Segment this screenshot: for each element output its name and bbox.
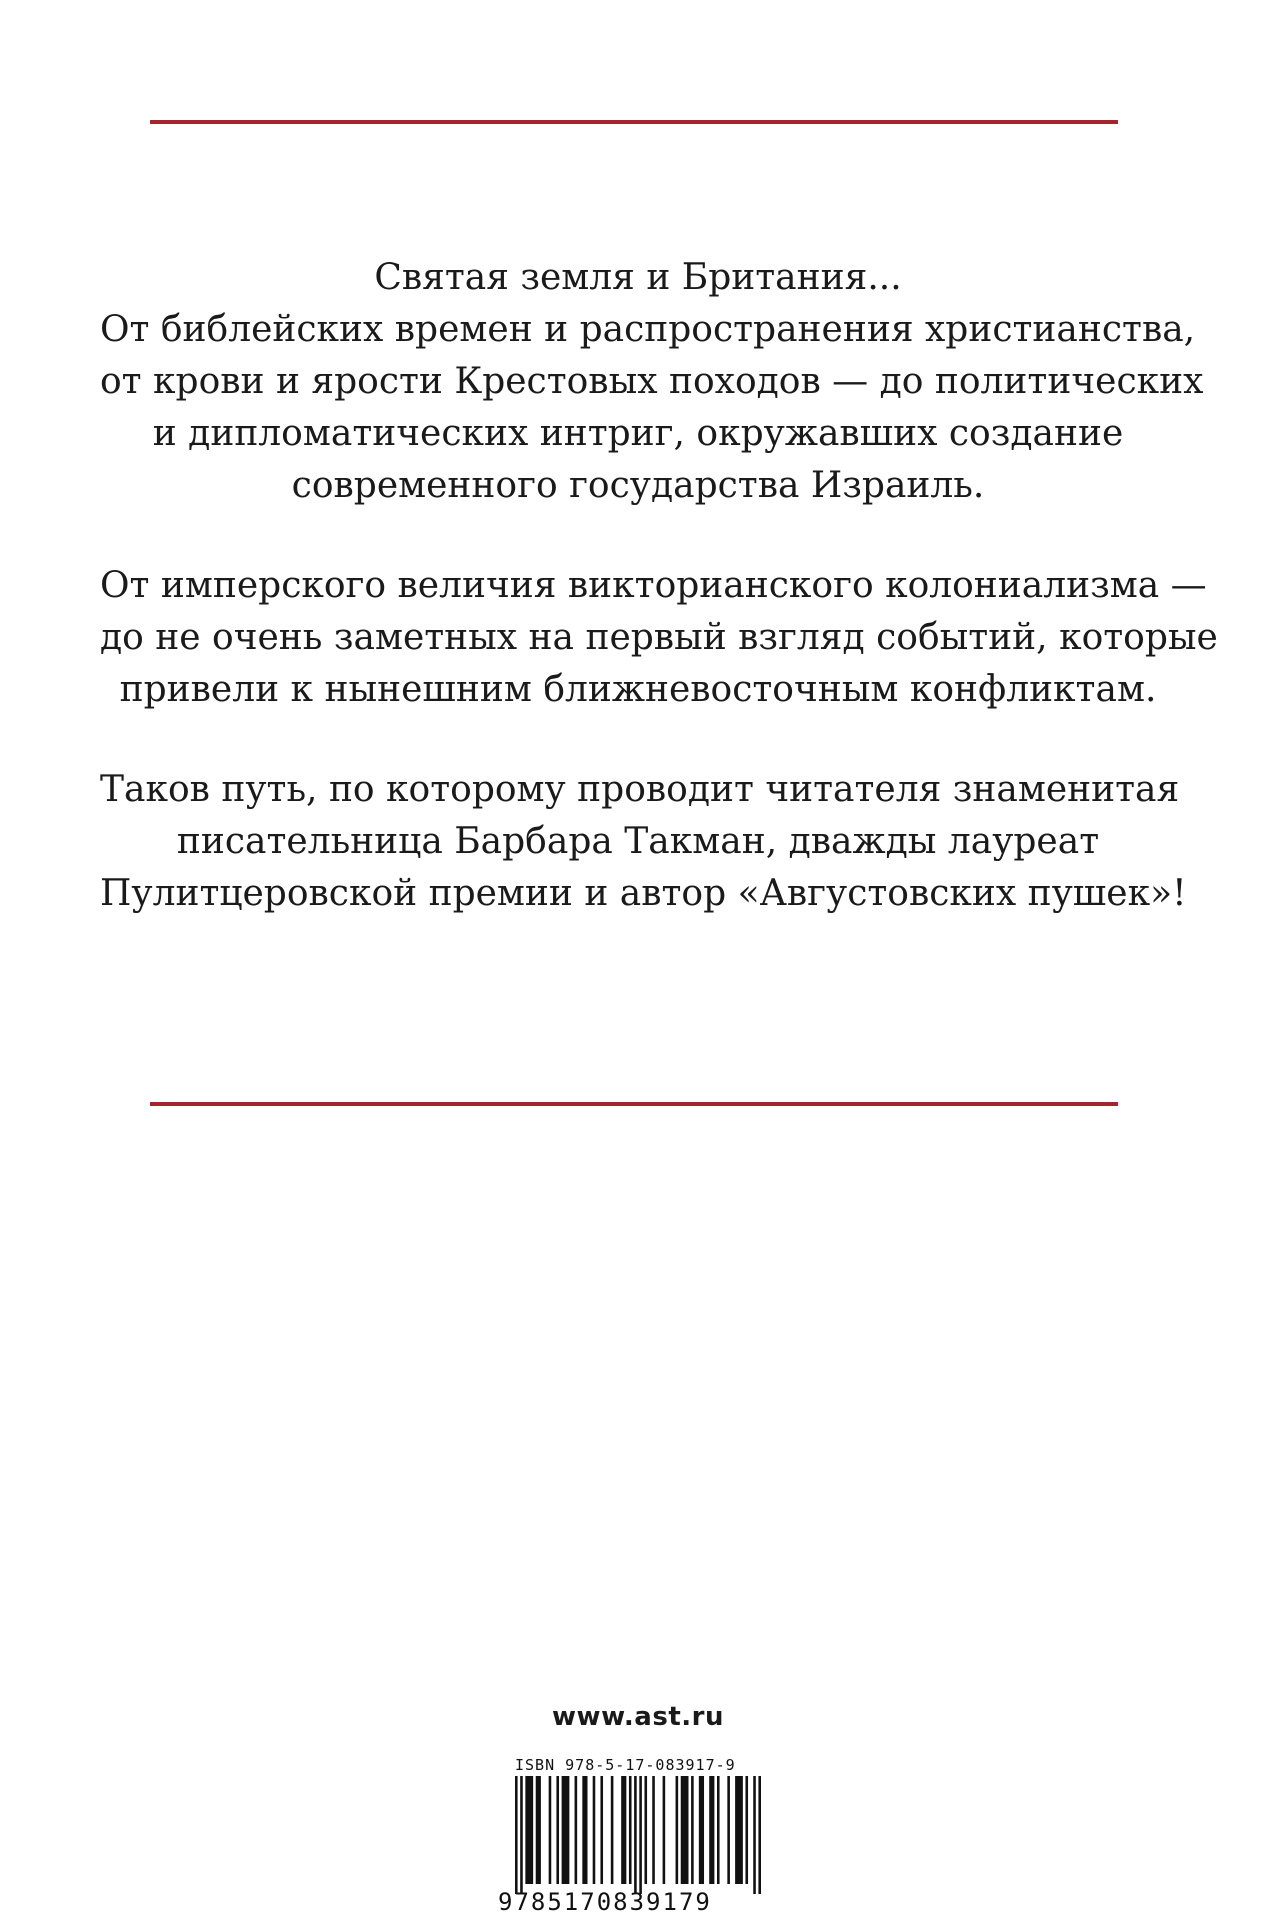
barcode-bar [663, 1776, 666, 1884]
barcode-bar [717, 1776, 720, 1884]
barcode-bar [582, 1776, 587, 1884]
barcode-bar [515, 1776, 518, 1894]
barcode-bar [536, 1776, 541, 1884]
barcode [515, 1776, 761, 1894]
barcode-bar [634, 1776, 637, 1894]
barcode-bar [600, 1776, 603, 1884]
blurb-line: и дипломатических интриг, окружавших создание [152, 413, 1124, 454]
blurb-line: привели к нынешним ближневосточным конфликтам. [119, 669, 1157, 710]
barcode-bar [644, 1776, 647, 1884]
barcode-bar [691, 1776, 694, 1884]
barcode-bar [556, 1776, 559, 1884]
top-divider [150, 120, 1118, 124]
barcode-bar [525, 1776, 533, 1884]
blurb-line: писательница Барбара Такман, дважды лауреат [176, 821, 1100, 862]
blurb-line: Святая земля и Британия... [374, 257, 902, 298]
blurb-line: современного государства Израиль. [291, 465, 985, 506]
blurb-paragraph-3 [100, 764, 1187, 920]
blurb-paragraph-2 [100, 560, 1218, 716]
barcode-bar [676, 1776, 679, 1884]
blurb-line: От библейских времен и распространения христианства, [100, 309, 1196, 350]
blurb-line: до не очень заметных на первый взгляд событий, которые [100, 617, 1218, 658]
barcode-bar [753, 1776, 756, 1894]
blurb-line: Таков путь, по которому проводит читателя знаменитая [100, 769, 1180, 810]
barcode-bar [593, 1776, 596, 1884]
barcode-bar [629, 1776, 632, 1884]
barcode-bar [575, 1776, 578, 1884]
barcode-bar [758, 1776, 761, 1894]
barcode-bar [639, 1776, 642, 1894]
barcode-bar [562, 1776, 570, 1884]
barcode-bar [735, 1776, 743, 1884]
blurb-paragraph-1 [100, 252, 1204, 512]
blurb-line: Пулитцеровской премии и автор «Августовских пушек»! [100, 873, 1187, 914]
barcode-bars [515, 1776, 761, 1894]
barcode-bar [709, 1776, 714, 1884]
bottom-divider [150, 1102, 1118, 1106]
barcode-bar [621, 1776, 626, 1884]
barcode-digits: 9785170839179 [498, 1888, 712, 1916]
isbn-label: ISBN 978-5-17-083917-9 [515, 1756, 736, 1774]
barcode-bar [699, 1776, 704, 1884]
blurb-line: от крови и ярости Крестовых походов — до политических [100, 361, 1204, 402]
blurb-line: От имперского величия викторианского колониализма — [100, 565, 1207, 606]
barcode-bar [681, 1776, 689, 1884]
barcode-bar [727, 1776, 730, 1884]
blurb-text [100, 252, 1218, 968]
barcode-bar [520, 1776, 523, 1894]
publisher-website[interactable]: www.ast.ru [552, 1702, 724, 1732]
barcode-bar [611, 1776, 614, 1884]
barcode-bar [745, 1776, 748, 1884]
barcode-bar [549, 1776, 552, 1884]
barcode-bar [652, 1776, 655, 1884]
